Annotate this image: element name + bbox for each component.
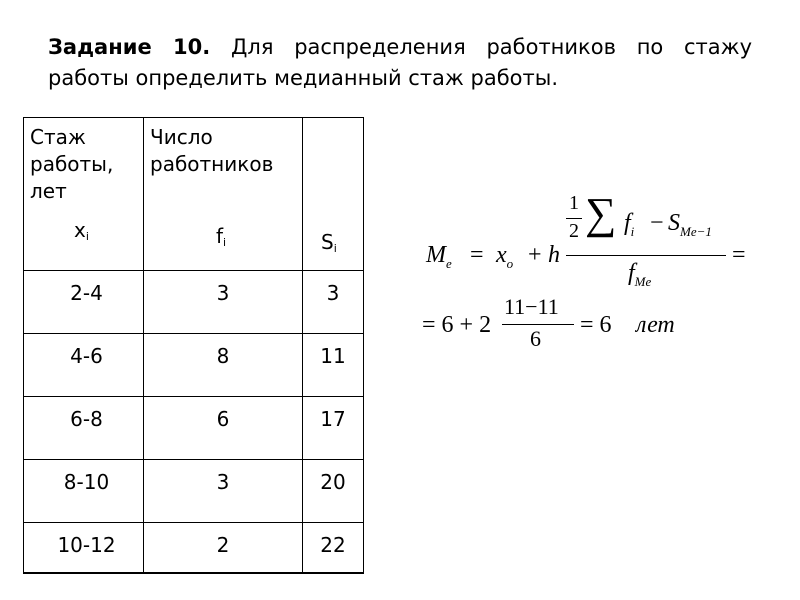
header-s-symbol: $S_i$ (321, 230, 337, 255)
cell-x: 10-12 (24, 523, 144, 573)
header-f-symbol: $f_i$ (216, 224, 227, 249)
table-row (24, 397, 364, 460)
formula-fme: $f_{Me}$ (628, 260, 652, 289)
cell-s: 20 (303, 460, 364, 523)
cell-s: 3 (303, 271, 364, 334)
table-row (24, 460, 364, 523)
formula-half-bar (566, 218, 582, 219)
cell-x: 2-4 (24, 271, 144, 334)
header-workers (144, 118, 303, 271)
table-row (24, 523, 364, 573)
header-experience (24, 118, 144, 271)
formula-h: h (548, 242, 560, 268)
cell-s: 17 (303, 397, 364, 460)
formula-half-den: 2 (569, 220, 579, 242)
formula-line2-start: = 6 + 2 (422, 312, 492, 338)
formula-unit: лет (636, 312, 675, 338)
header-workers-label: Число работников (150, 125, 274, 176)
cell-f: 2 (144, 523, 303, 573)
cell-f: 6 (144, 397, 303, 460)
cell-f: 3 (144, 271, 303, 334)
formula-me: $M_e$ (426, 242, 452, 271)
formula-line2-end: = 6 (580, 312, 612, 338)
cell-f: 3 (144, 460, 303, 523)
formula-frac2-num: 11−11 (504, 294, 559, 319)
cell-x: 4-6 (24, 334, 144, 397)
formula-frac2-bar (502, 324, 574, 325)
table-row (24, 271, 364, 334)
formula-minus: − (650, 210, 664, 236)
formula-main-bar (566, 255, 726, 256)
formula-sigma: ∑ (585, 189, 617, 238)
header-experience-label: Стаж работы, лет (30, 125, 114, 203)
formula-x0: $x_o$ (496, 242, 514, 271)
table-header-row (24, 118, 364, 271)
cell-s: 11 (303, 334, 364, 397)
median-formula (420, 190, 790, 370)
formula-fi: $f_i$ (624, 210, 635, 239)
experience-table (23, 117, 364, 574)
formula-eq-end: = (732, 242, 746, 268)
formula-s: $S_{Me-1}$ (668, 210, 712, 239)
task-label: Задание 10. (48, 35, 211, 59)
cell-x: 8-10 (24, 460, 144, 523)
formula-frac2-den: 6 (530, 326, 541, 351)
header-cumulative (303, 118, 364, 271)
header-x-symbol: $x_i$ (74, 218, 89, 243)
formula-eq: = (470, 242, 484, 268)
cell-f: 8 (144, 334, 303, 397)
formula-half-num: 1 (569, 192, 579, 214)
table-row (24, 334, 364, 397)
task-text (48, 32, 752, 94)
formula-plus: + (528, 242, 542, 268)
task-body: Для распределения работников по стажу работы определить медианный стаж работы. (48, 35, 752, 90)
cell-x: 6-8 (24, 397, 144, 460)
cell-s: 22 (303, 523, 364, 573)
